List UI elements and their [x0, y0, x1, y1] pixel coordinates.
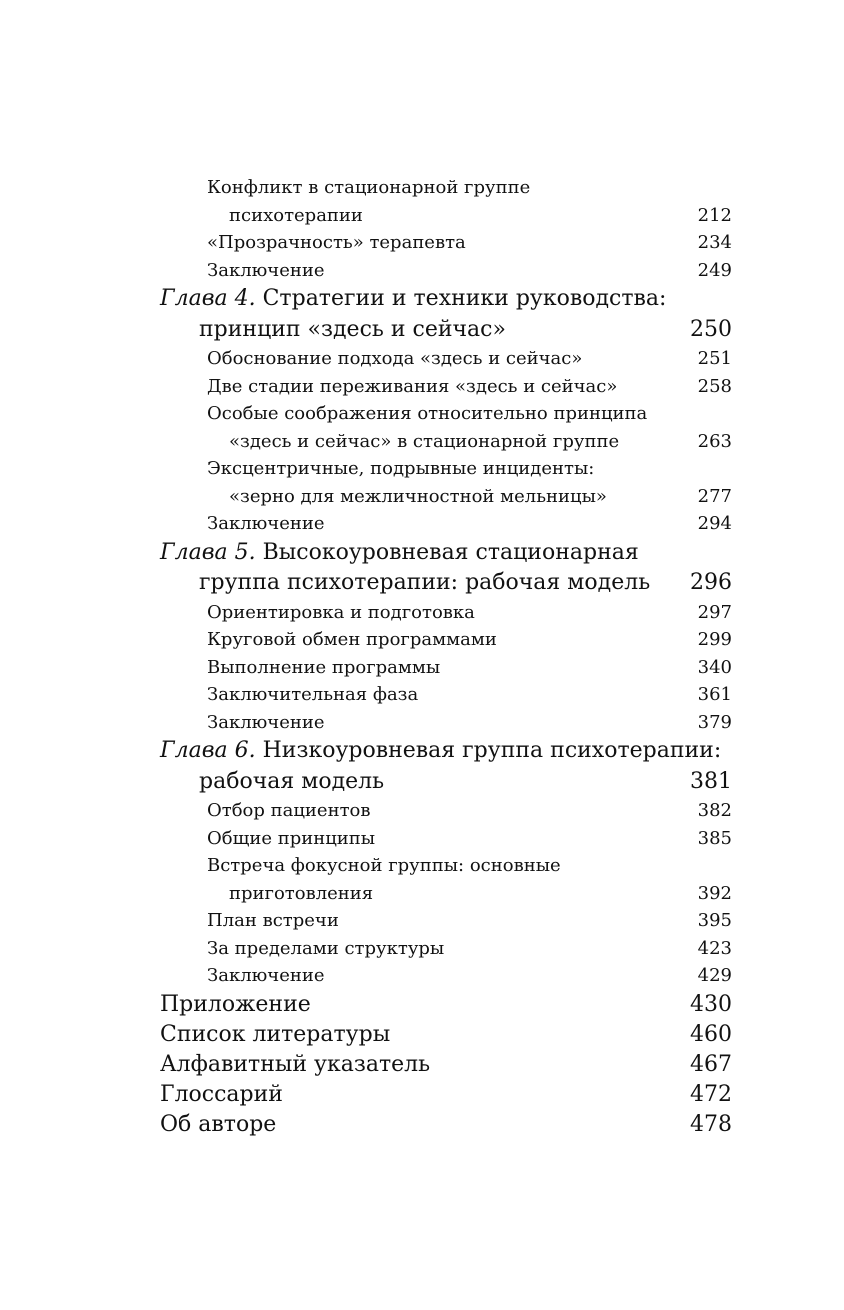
chapter-label: Глава 5.: [160, 539, 256, 565]
section-entry: [160, 681, 732, 709]
section-entry: [160, 962, 732, 990]
back-matter-entry: [160, 990, 732, 1020]
section-entry: [160, 599, 732, 627]
section-entry: [160, 174, 732, 202]
page-number: 379: [697, 711, 732, 733]
entry-title: «Прозрачность» терапевта: [207, 232, 466, 253]
back-matter-entry: [160, 1080, 732, 1110]
section-entry: [160, 654, 732, 682]
entry-title: Две стадии переживания «здесь и сейчас»: [207, 375, 618, 397]
chapter-entry: [160, 568, 732, 599]
entry-title: «здесь и сейчас» в стационарной группе: [229, 430, 620, 452]
entry-title: Заключение: [207, 259, 325, 281]
back-matter-entry: [160, 1050, 732, 1080]
entry-title: Обоснование подхода «здесь и сейчас»: [207, 348, 583, 369]
section-entry: [160, 510, 732, 538]
page-number: 234: [697, 232, 732, 253]
entry-title: Заключительная фаза: [207, 684, 419, 705]
entry-title: Встреча фокусной группы: основные: [207, 855, 561, 876]
page-number: 294: [697, 513, 732, 534]
entry-title: Круговой обмен программами: [207, 629, 497, 650]
section-entry: [160, 709, 732, 737]
entry-title: принцип «здесь и сейчас»: [199, 316, 506, 342]
table-of-contents: [160, 174, 732, 1140]
section-entry: [160, 483, 732, 511]
entry-title: группа психотерапии: рабочая модель: [199, 570, 651, 595]
section-entry: [160, 935, 732, 963]
back-matter-entry: [160, 1110, 732, 1140]
chapter-entry: [160, 736, 732, 767]
section-entry: [160, 797, 732, 825]
section-entry: [160, 373, 732, 401]
entry-title: Ориентировка и подготовка: [207, 601, 475, 623]
section-entry: [160, 202, 732, 230]
entry-title: Приложение: [160, 991, 311, 1017]
entry-title: Стратегии и техники руководства:: [255, 286, 667, 311]
page-number: 249: [697, 259, 732, 281]
page-number: 296: [690, 570, 732, 595]
section-entry: [160, 880, 732, 908]
page-number: 381: [690, 768, 732, 794]
entry-title: рабочая модель: [199, 768, 385, 794]
chapter-entry: [160, 767, 732, 798]
page-number: 277: [697, 485, 732, 507]
page-number: 263: [697, 430, 732, 452]
entry-title: Эксцентричные, подрывные инциденты:: [207, 458, 595, 479]
page-number: 250: [690, 316, 732, 342]
entry-title: Особые соображения относительно принципа: [207, 403, 648, 424]
entry-title: Заключение: [207, 965, 325, 986]
entry-title: Высокоуровневая стационарная: [255, 539, 639, 565]
page-number: 430: [690, 991, 732, 1017]
entry-title: Отбор пациентов: [207, 800, 371, 821]
page-number: 478: [690, 1111, 732, 1137]
entry-title: Глоссарий: [160, 1081, 283, 1107]
section-entry: [160, 229, 732, 257]
entry-title: Выполнение программы: [207, 656, 441, 678]
page-number: 251: [697, 348, 732, 369]
page-number: 385: [697, 827, 732, 849]
chapter-entry: [160, 315, 732, 346]
page-number: 472: [690, 1081, 732, 1107]
page-number: 429: [697, 965, 732, 986]
page-number: 258: [697, 375, 732, 397]
page-number: 423: [697, 937, 732, 959]
entry-title: План встречи: [207, 910, 339, 931]
page-number: 299: [697, 629, 732, 650]
back-matter-entry: [160, 1020, 732, 1050]
page-number: 395: [697, 910, 732, 931]
section-entry: [160, 257, 732, 285]
page-number: 382: [697, 800, 732, 821]
section-entry: [160, 825, 732, 853]
entry-title: Список литературы: [160, 1021, 391, 1047]
page-number: 467: [690, 1051, 732, 1077]
section-entry: [160, 428, 732, 456]
section-entry: [160, 400, 732, 428]
entry-title: Заключение: [207, 513, 325, 534]
chapter-entry: [160, 538, 732, 569]
page-number: 392: [697, 882, 732, 904]
entry-title: «зерно для межличностной мельницы»: [229, 485, 607, 507]
section-entry: [160, 626, 732, 654]
section-entry: [160, 907, 732, 935]
page-number: 297: [697, 601, 732, 623]
page-number: 212: [697, 204, 732, 226]
section-entry: [160, 455, 732, 483]
entry-title: Общие принципы: [207, 827, 376, 849]
page-number: 340: [697, 656, 732, 678]
entry-title: Низкоуровневая группа психотерапии:: [255, 738, 722, 763]
entry-title: Конфликт в стационарной группе: [207, 177, 531, 198]
entry-title: приготовления: [229, 882, 374, 904]
chapter-label: Глава 4.: [160, 286, 256, 311]
entry-title: За пределами структуры: [207, 937, 445, 959]
entry-title: психотерапии: [229, 204, 363, 226]
chapter-label: Глава 6.: [160, 738, 256, 763]
entry-title: Алфавитный указатель: [160, 1051, 431, 1077]
page-number: 361: [697, 684, 732, 705]
entry-title: Об авторе: [160, 1111, 277, 1137]
section-entry: [160, 345, 732, 373]
page-number: 460: [690, 1021, 732, 1047]
entry-title: Заключение: [207, 711, 325, 733]
chapter-entry: [160, 284, 732, 315]
section-entry: [160, 852, 732, 880]
